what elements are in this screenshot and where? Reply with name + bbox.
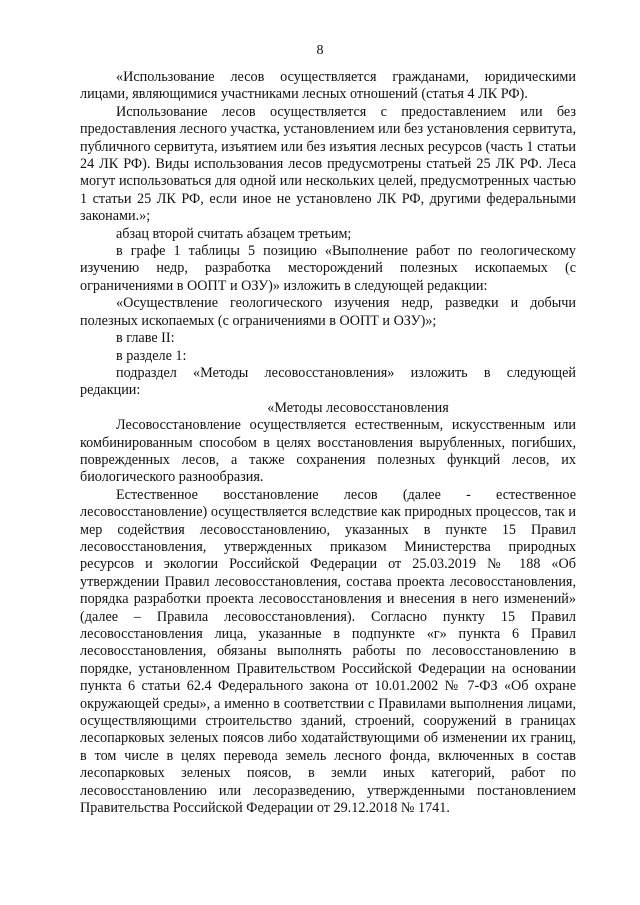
paragraph-reforestation-definition: Лесовосстановление осуществляется естественным, искусственным или комбинированным способом в целях восстановления вырубленных, погибших, поврежденных лесов, а также сохранения полезных функций лесов, их биологического разнообразия. — [80, 417, 576, 486]
paragraph-subsection-methods: подраздел «Методы лесовосстановления» изложить в следующей редакции: — [80, 364, 576, 399]
paragraph-natural-reforestation: Естественное восстановление лесов (далее - естественное лесовосстановление) осуществляется вследствие как природных процессов, так и мер содействия лесовосстановлению, указанных в пункте 15 Правил лесовосстановления, утвержденных приказом Министерства природных ресурсов и экологии Российской Федерации от 25.03.2019 № 188 «Об утверждении Правил лесовосстановления, состава проекта лесовосстановления, порядка разработки проекта лесовосстановления и внесения в него изменений» (далее – Правила лесовосстановления). Согласно пункту 15 Правил лесовосстановления лица, указанные в подпункте «г» пункта 6 Правил лесовосстановления, обязаны выполнять работы по лесовосстановлению в порядке, установленном Правительством Российской Федерации на основании пункта 6 статьи 62.4 Федерального закона от 10.01.2002 № 7-ФЗ «Об охране окружающей среды», а именно в соответствии с Правилами выполнения лицами, осуществляющими строительство зданий, строений, сооружений в границах лесопарковых зеленых поясов либо ходатайствующими об изменении их границ, в том числе в целях перевода земель лесного фонда, включенных в состав лесопарковых зеленых поясов, в земли иных категорий, работ по лесовосстановлению или лесоразведению, утвержденными постановлением Правительства Российской Федерации от 29.12.2018 № 1741. — [80, 486, 576, 817]
paragraph-forest-use-citizens: «Использование лесов осуществляется гражданами, юридическими лицами, являющимися участниками лесных отношений (статья 4 ЛК РФ). — [80, 69, 576, 103]
paragraph-section-1: в разделе 1: — [116, 347, 187, 364]
page-number: 8 — [316, 43, 324, 58]
paragraph-forest-use-modes: Использование лесов осуществляется с предоставлением или без предоставления лесного участка, установлением или без установления сервитута, публичного сервитута, изъятием или без изъятия лесных ресурсов (часть 1 статьи 24 ЛК РФ). Виды использования лесов предусмотрены статьей 25 ЛК РФ. Леса могут использоваться для одной или нескольких целей, предусмотренных частью 1 статьи 25 ЛК РФ, если иное не установлено ЛК РФ, другими федеральными законами.»; — [80, 103, 576, 225]
paragraph-second-abzac: абзац второй считать абзацем третьим; — [116, 225, 352, 242]
document-body — [80, 69, 576, 817]
section-heading-reforestation-methods: «Методы лесовосстановления — [267, 399, 449, 416]
paragraph-chapter-2: в главе II: — [116, 330, 175, 347]
paragraph-geological-study: «Осуществление геологического изучения недр, разведки и добычи полезных ископаемых (с ограничениями в ООПТ и ОЗУ)»; — [80, 295, 576, 329]
paragraph-table5-position: в графе 1 таблицы 5 позицию «Выполнение работ по геологическому изучению недр, разработка месторождений полезных ископаемых (с ограничениями в ООПТ и ОЗУ)» изложить в следующей редакции: — [80, 243, 576, 294]
